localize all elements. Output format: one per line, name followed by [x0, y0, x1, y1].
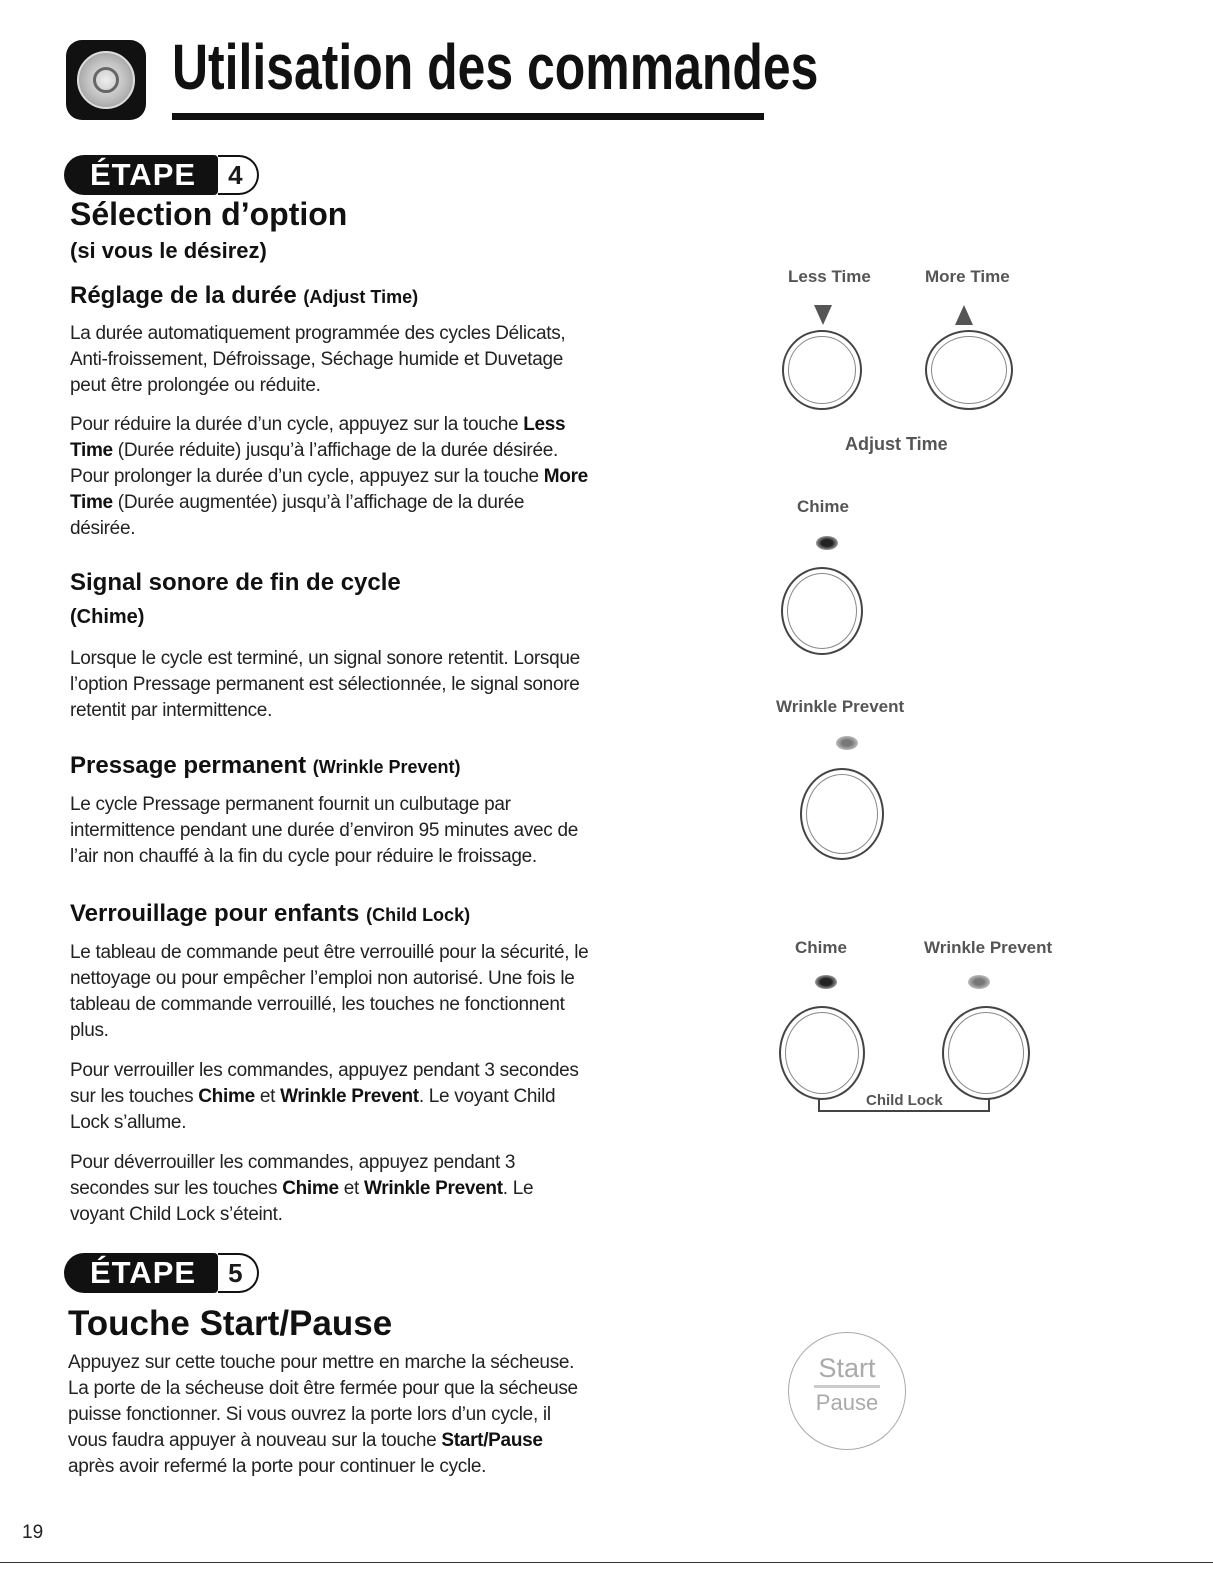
child-lock-para-3: Pour déverrouiller les commandes, appuyez pendant 3 secondes sur les touches Chime et Wrinkle Prevent. Le voyant Child Lock s’éteint. — [70, 1152, 534, 1225]
up-arrow-icon — [955, 305, 973, 325]
less-time-button[interactable] — [782, 330, 862, 410]
step-number: 5 — [218, 1253, 258, 1293]
chime-heading-en: (Chime) — [70, 606, 145, 628]
adjust-time-heading: Réglage de la durée (Adjust Time) — [70, 282, 419, 309]
child-lock-para-2: Pour verrouiller les commandes, appuyez pendant 3 secondes sur les touches Chime et Wrinkle Prevent. Le voyant Child Lock s’allume. — [70, 1060, 579, 1133]
less-time-label: Less Time — [788, 267, 871, 286]
start-pause-button[interactable] — [788, 1332, 906, 1450]
dial-icon — [66, 40, 146, 120]
step-number: 4 — [218, 155, 258, 195]
page-title: Utilisation des commandes — [172, 31, 819, 103]
start-label: Start — [818, 1353, 876, 1383]
wrinkle-prevent-button-2[interactable] — [942, 1006, 1030, 1100]
adjust-time-label: Adjust Time — [845, 434, 948, 454]
pause-label: Pause — [815, 1390, 879, 1415]
chime-button-2[interactable] — [779, 1006, 865, 1100]
adjust-time-para-1: La durée automatiquement programmée des cycles Délicats, Anti-froissement, Défroissage, Séchage humide et Duvetage peut être prolongée ou réduite. — [70, 323, 566, 396]
wrinkle-led-icon-2 — [968, 975, 990, 989]
child-lock-label: Child Lock — [862, 1092, 947, 1109]
chime-para: Lorsque le cycle est terminé, un signal sonore retentit. Lorsque l’option Pressage permanent est sélectionnée, le signal sonore retentit par intermittence. — [70, 648, 580, 721]
step-4-title: Sélection d’option — [70, 196, 348, 232]
wrinkle-para: Le cycle Pressage permanent fournit un culbutage par intermittence pendant une durée d’environ 95 minutes avec de l’air non chauffé à la fin du cycle pour réduire le froissage. — [70, 794, 579, 867]
down-arrow-icon — [814, 305, 832, 325]
child-lock-heading: Verrouillage pour enfants (Child Lock) — [70, 900, 471, 927]
step-5-badge — [64, 1253, 259, 1293]
chime-label: Chime — [797, 497, 849, 516]
adjust-time-para-2: Pour réduire la durée d’un cycle, appuyez sur la touche Less Time (Durée réduite) jusqu’à l’affichage de la durée désirée. Pour prolonger la durée d’un cycle, appuyez sur la touche More Time (Durée augmentée) jusqu’à l’affichage de la durée désirée. — [70, 414, 588, 539]
wrinkle-prevent-button[interactable] — [800, 768, 884, 860]
step-label: ÉTAPE — [64, 155, 218, 195]
step-4-subtitle: (si vous le désirez) — [70, 238, 267, 263]
more-time-button[interactable] — [925, 330, 1013, 410]
page-number: 19 — [22, 1522, 44, 1543]
wrinkle-led-icon — [836, 736, 858, 750]
step-4-badge — [64, 155, 259, 195]
start-pause-divider — [814, 1385, 880, 1388]
wrinkle-prevent-label-2: Wrinkle Prevent — [924, 938, 1053, 957]
wrinkle-heading: Pressage permanent (Wrinkle Prevent) — [70, 752, 461, 779]
chime-label-2: Chime — [795, 938, 847, 957]
child-lock-para-1: Le tableau de commande peut être verrouillé pour la sécurité, le nettoyage ou pour empêcher l’emploi non autorisé. Une fois le tableau de commande verrouillé, les touches ne fonctionnent plus. — [70, 942, 589, 1041]
step-label: ÉTAPE — [64, 1253, 218, 1293]
start-pause-para: Appuyez sur cette touche pour mettre en marche la sécheuse. La porte de la sécheuse doit être fermée pour que la sécheuse puisse fonctionner. Si vous ouvrez la porte lors d’un cycle, il vous faudra appuyer à nouveau sur la touche Start/Pause après avoir refermé la porte pour continuer le cycle. — [68, 1352, 578, 1477]
chime-led-icon — [816, 536, 838, 550]
chime-button[interactable] — [781, 567, 863, 655]
step-5-title: Touche Start/Pause — [68, 1304, 393, 1343]
wrinkle-prevent-label: Wrinkle Prevent — [776, 697, 905, 716]
more-time-label: More Time — [925, 267, 1010, 286]
chime-heading: Signal sonore de fin de cycle — [70, 569, 401, 596]
title-rule — [172, 113, 764, 120]
chime-led-icon-2 — [815, 975, 837, 989]
footer-rule — [0, 1562, 1213, 1563]
